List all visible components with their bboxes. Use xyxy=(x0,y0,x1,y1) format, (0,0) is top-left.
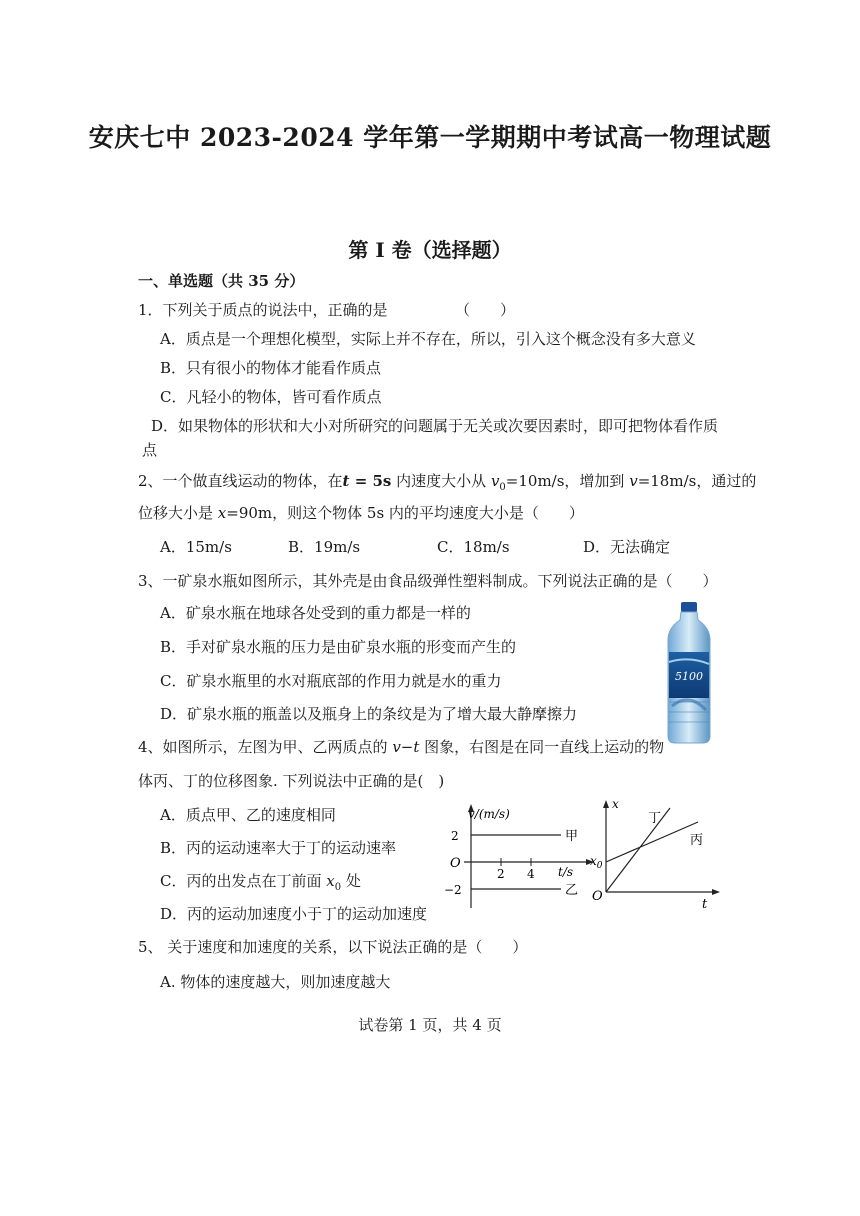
q1-option-b: B．只有很小的物体才能看作质点 xyxy=(160,359,382,377)
vt-y-tick-label: 2 xyxy=(451,829,459,843)
q4-option-c xyxy=(160,871,361,898)
xt-series-bing xyxy=(606,822,698,862)
xt-label-ding: 丁 xyxy=(648,811,662,826)
q1-option-d: D．如果物体的形状和大小对所研究的问题属于无关或次要因素时，即可把物体看作质 xyxy=(151,417,719,435)
q2-text: 内速度大小从 xyxy=(391,472,491,490)
q1-option-c: C．凡轻小的物体，皆可看作质点 xyxy=(160,388,382,406)
q4-text: C．丙的出发点在丁前面 xyxy=(160,872,327,890)
q2-option-b: B．19m/s xyxy=(288,538,361,556)
q4-text: 处 xyxy=(341,872,361,890)
xt-y-arrow xyxy=(603,800,609,808)
q2-t-val: = 5s xyxy=(349,472,392,490)
q3-option-c: C．矿泉水瓶里的水对瓶底部的作用力就是水的重力 xyxy=(160,672,502,690)
xt-x0-label xyxy=(590,854,603,871)
q2-stem-line1 xyxy=(138,471,756,498)
vt-xlabel: t/s xyxy=(558,865,574,879)
q2-text: =18m/s，通过的 xyxy=(637,472,757,490)
q2-v: v xyxy=(629,472,638,490)
q2-v0-sub: 0 xyxy=(499,482,506,493)
part-heading: 一、单选题（共 35 分） xyxy=(138,272,305,290)
section-heading: 第 I 卷（选择题） xyxy=(348,238,512,262)
q4-x0-sub: 0 xyxy=(334,882,342,893)
q1-stem: 1．下列关于质点的说法中，正确的是 （ ） xyxy=(138,301,516,319)
q4-text: 4、如图所示，左图为甲、乙两质点的 xyxy=(138,738,393,756)
q4-x0: x xyxy=(326,872,335,890)
q2-stem-line2 xyxy=(138,503,584,523)
q4-text: 图象，右图是在同一直线上运动的物 xyxy=(419,738,665,756)
page-footer: 试卷第 1 页，共 4 页 xyxy=(358,1016,502,1034)
q4-option-a: A．质点甲、乙的速度相同 xyxy=(160,806,336,824)
q5-stem: 5、 关于速度和加速度的关系，以下说法正确的是（ ） xyxy=(138,938,528,956)
q3-option-d: D．矿泉水瓶的瓶盖以及瓶身上的条纹是为了增大最大静摩擦力 xyxy=(160,705,578,723)
xt-x0: x xyxy=(590,854,597,868)
q2-t: t xyxy=(342,472,350,490)
vt-chart xyxy=(438,800,600,912)
q5-option-a: A. 物体的速度越大，则加速度越大 xyxy=(160,973,391,991)
q2-text: =90m，则这个物体 5s 内的平均速度大小是（ ） xyxy=(226,504,584,522)
vt-x-tick-label: 2 xyxy=(497,867,505,881)
xt-x-arrow xyxy=(712,889,720,895)
q2-text: =10m/s，增加到 xyxy=(505,472,630,490)
q2-text: 2、一个做直线运动的物体，在 xyxy=(138,472,343,490)
q3-option-b: B．手对矿泉水瓶的压力是由矿泉水瓶的形变而产生的 xyxy=(160,638,517,656)
q2-text: 位移大小是 xyxy=(138,504,218,522)
q2-v0: v xyxy=(490,472,500,490)
vt-series-label-1: 乙 xyxy=(565,883,579,898)
q1-option-a: A．质点是一个理想化模型，实际上并不存在，所以，引入这个概念没有多大意义 xyxy=(160,330,696,348)
water-bottle-image xyxy=(664,602,714,744)
vt-series-label-0: 甲 xyxy=(565,829,579,844)
q4-option-d: D．丙的运动加速度小于丁的运动加速度 xyxy=(160,905,428,923)
q4-stem-line1 xyxy=(138,737,664,757)
vt-x-tick-label: 4 xyxy=(527,867,535,881)
xt-xlabel: t xyxy=(702,897,708,912)
xt-ylabel: x xyxy=(612,797,619,811)
xt-x0-sub: 0 xyxy=(596,861,603,871)
vt-ylabel: v/(m/s) xyxy=(468,807,510,821)
page-title: 安庆七中 2023-2024 学年第一学期期中考试高一物理试题 xyxy=(88,123,772,152)
xt-label-bing: 丙 xyxy=(690,833,704,848)
q4-stem-line2: 体丙、丁的位移图象. 下列说法中正确的是( ) xyxy=(138,772,445,790)
xt-chart xyxy=(586,796,722,912)
q2-option-a: A．15m/s xyxy=(160,538,232,556)
q3-stem: 3、一矿泉水瓶如图所示，其外壳是由食品级弹性塑料制成。下列说法正确的是（ ） xyxy=(138,572,718,590)
q1-option-d-cont: 点 xyxy=(142,441,158,459)
q3-option-a: A．矿泉水瓶在地球各处受到的重力都是一样的 xyxy=(160,604,471,622)
q4-option-b: B．丙的运动速率大于丁的运动速率 xyxy=(160,839,397,857)
vt-origin: O xyxy=(450,856,461,871)
q2-option-c: C．18m/s xyxy=(437,538,510,556)
q4-vt: v−t xyxy=(392,738,420,756)
vt-y-tick-label: −2 xyxy=(444,883,462,897)
q2-x: x xyxy=(217,504,227,522)
bottle-label: 5100 xyxy=(675,670,703,683)
q2-option-d: D．无法确定 xyxy=(583,538,671,556)
xt-origin: O xyxy=(592,889,603,904)
